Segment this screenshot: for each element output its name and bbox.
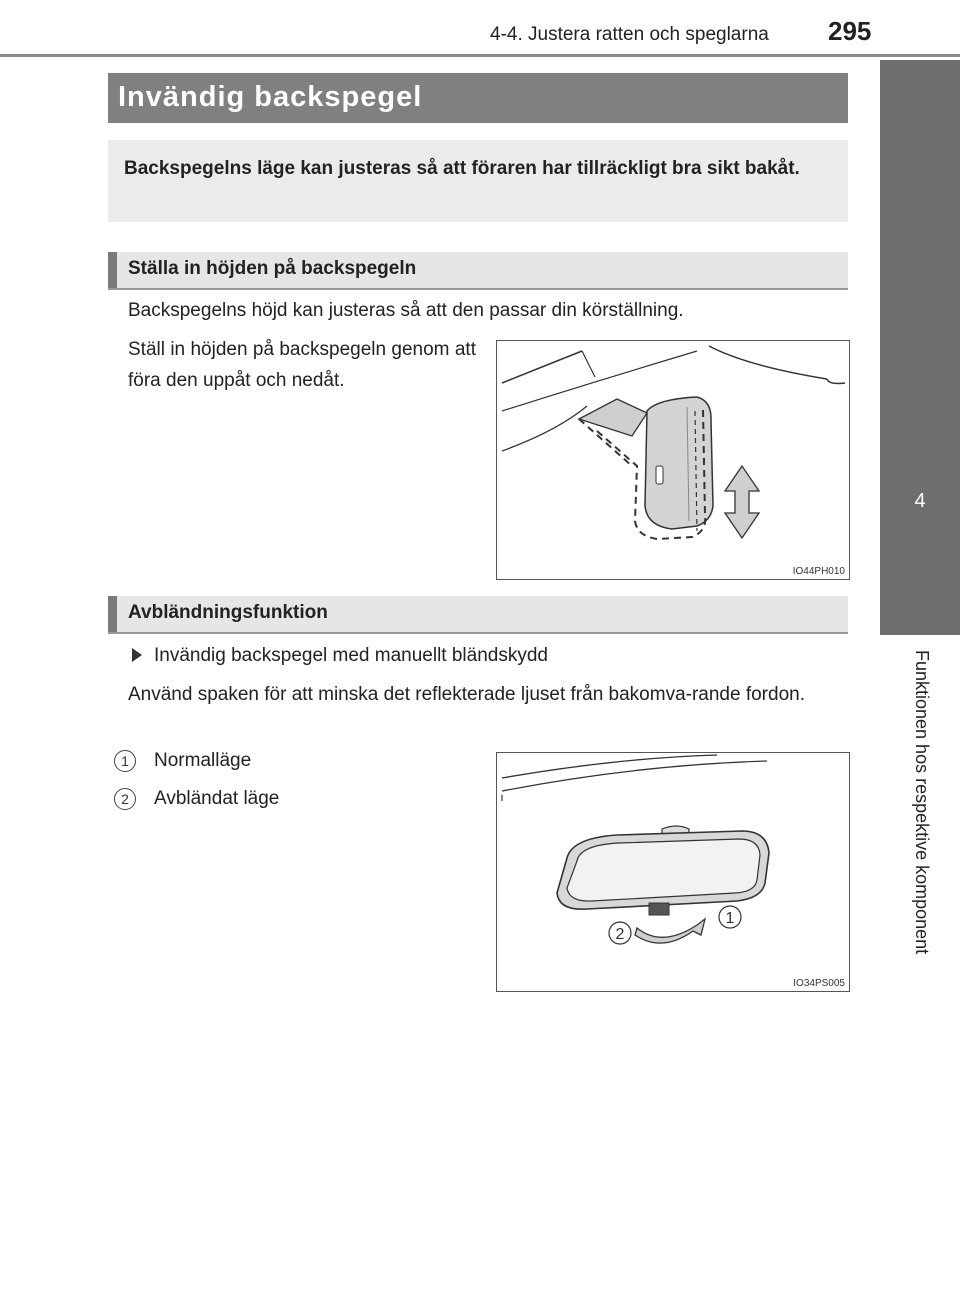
- section-heading-antiglare: [108, 596, 848, 634]
- bullet-text: Invändig backspegel med manuellt bländskydd: [154, 645, 548, 666]
- section-heading-text: Ställa in höjden på backspegeln: [128, 258, 417, 279]
- page-title: Invändig backspegel: [118, 81, 423, 113]
- heading-accent-bar: [108, 596, 117, 632]
- intro-box: [108, 140, 848, 222]
- figure-code: IO34PS005: [793, 978, 845, 989]
- item-number-2: 2: [114, 788, 136, 810]
- antiglare-paragraph: Använd spaken för att minska det reflekterade ljuset från bakomva-rande fordon.: [128, 684, 805, 705]
- item-label-1: Normalläge: [154, 750, 252, 771]
- height-instruction: Ställ in höjden på backspegeln genom att föra den uppåt och nedåt.: [128, 339, 476, 391]
- item-number-1: 1: [114, 750, 136, 772]
- item-label-2: Avbländat läge: [154, 788, 280, 809]
- page-title-bar: [108, 73, 848, 123]
- chapter-side-tab: [880, 60, 960, 1100]
- intro-text: Backspegelns läge kan justeras så att föraren har tillräckligt bra sikt bakåt.: [124, 158, 800, 179]
- mirror-height-illustration: [497, 341, 849, 579]
- running-header-section: 4-4. Justera ratten och speglarna: [490, 24, 769, 45]
- section-heading-height: [108, 252, 848, 290]
- figure-mirror-height: [496, 340, 850, 580]
- page-number: 295: [828, 16, 872, 46]
- chapter-number: 4: [914, 490, 926, 512]
- chapter-number-box: [880, 470, 960, 635]
- heading-accent-bar: [108, 252, 117, 288]
- callout-2: 2: [615, 926, 625, 943]
- section-heading-text: Avbländningsfunktion: [128, 602, 328, 623]
- callout-1: 1: [725, 910, 735, 927]
- figure-mirror-antiglare: [496, 752, 850, 992]
- mirror-antiglare-illustration: [497, 753, 849, 991]
- figure-code: IO44PH010: [792, 566, 845, 577]
- chapter-title: Funktionen hos respektive komponent: [912, 650, 932, 955]
- side-tab-bar: [880, 60, 960, 470]
- header-rule: [0, 54, 960, 57]
- bullet-triangle-icon: [132, 648, 142, 662]
- height-paragraph: Backspegelns höjd kan justeras så att den passar din körställning.: [128, 300, 684, 321]
